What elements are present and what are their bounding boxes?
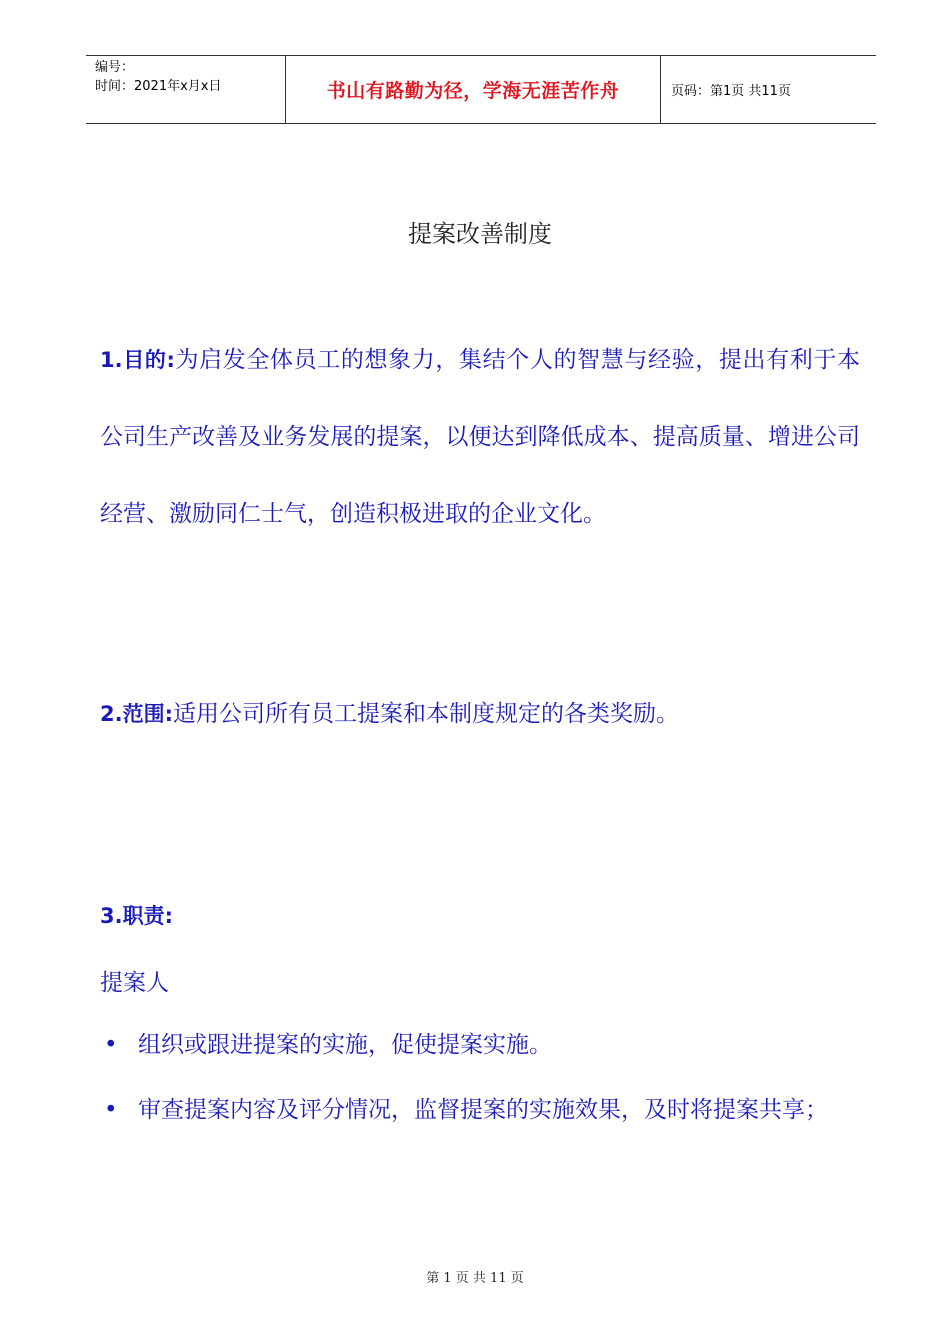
time-label: 时间：2021年x月x日 — [95, 79, 222, 94]
purpose-paragraph — [100, 322, 860, 553]
list-item — [104, 1072, 860, 1149]
header-page-label: 页码：第1页 共11页 — [671, 84, 791, 99]
list-item-text: 审查提案内容及评分情况，监督提案的实施效果，及时将提案共享； — [138, 1097, 828, 1123]
bullet-dot: • — [104, 1097, 118, 1123]
scope-text: 适用公司所有员工提案和本制度规定的各类奖励。 — [173, 701, 679, 727]
bullet-dot: • — [104, 1032, 118, 1058]
scope-paragraph — [100, 676, 860, 753]
duty-paragraph — [100, 878, 860, 955]
page-footer: 第 1 页 共 11 页 — [426, 1271, 524, 1286]
purpose-text: 为启发全体员工的想象力，集结个人的智慧与经验，提出有利于本公司生产改善及业务发展的提案，以便达到降低成本、提高质量、增进公司经营、激励同仁士气，创造积极进取的企业文化。 — [100, 347, 860, 527]
duty-label: 3.职责: — [100, 904, 173, 928]
document-title: 提案改善制度 — [408, 220, 552, 248]
document-header — [86, 55, 876, 124]
list-item-text: 组织或跟进提案的实施，促使提案实施。 — [138, 1032, 552, 1058]
purpose-label: 1.目的: — [100, 348, 175, 372]
header-motto: 书山有路勤为径，学海无涯苦作舟 — [286, 56, 661, 123]
header-meta — [86, 56, 286, 123]
proposer-heading: 提案人 — [100, 970, 169, 996]
number-label: 编号： — [95, 60, 135, 75]
scope-label: 2.范围: — [100, 702, 173, 726]
